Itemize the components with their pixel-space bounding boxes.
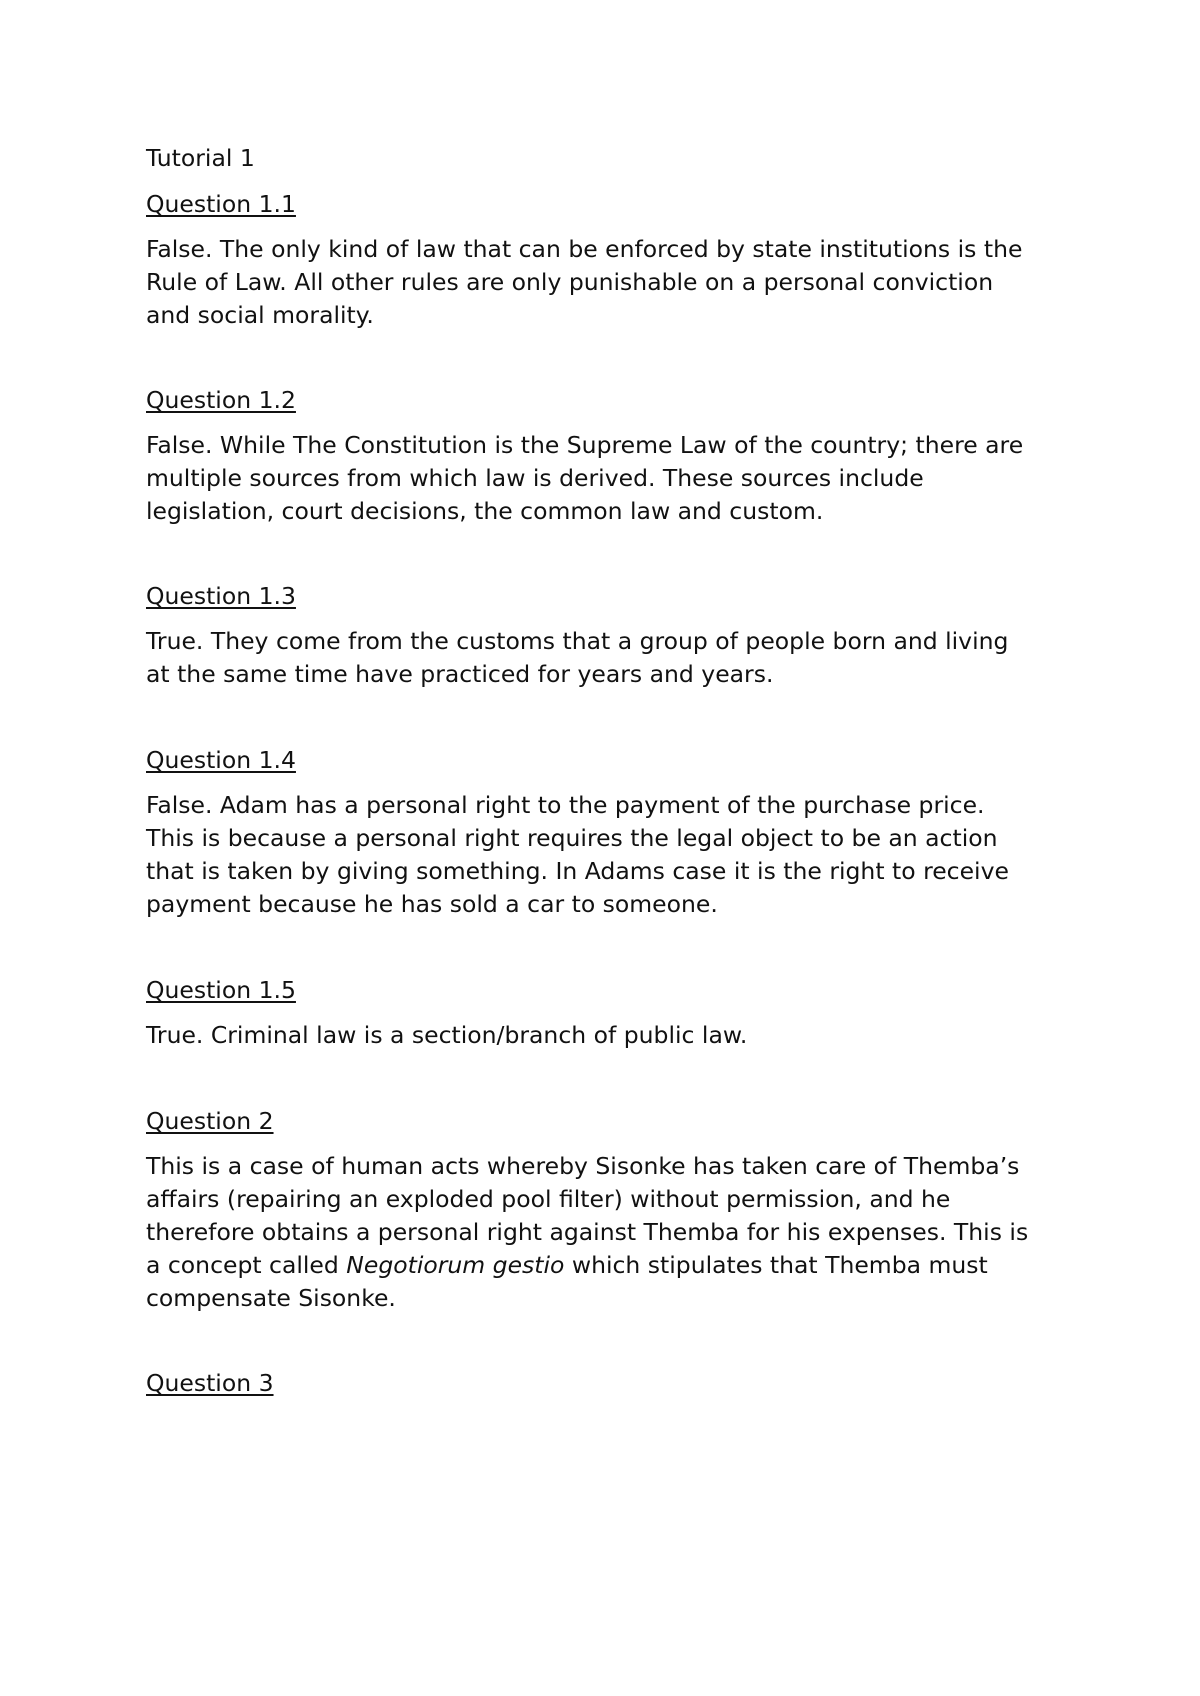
latin-term: Negotiorum gestio	[346, 1251, 565, 1279]
question-block-1-2	[146, 384, 1086, 528]
answer-line: This is because a personal right requires the legal object to be an action	[146, 824, 998, 852]
document-title: Tutorial 1	[146, 144, 255, 172]
question-heading: Question 1.4	[146, 746, 296, 774]
answer-line: True. Criminal law is a section/branch of public law.	[146, 1021, 748, 1049]
question-block-2	[146, 1105, 1086, 1315]
answer-line: therefore obtains a personal right against Themba for his expenses. This is	[146, 1218, 1029, 1246]
answer-text	[146, 625, 1086, 691]
answer-text	[146, 429, 1086, 528]
question-block-1-3	[146, 580, 1086, 691]
question-heading: Question 3	[146, 1369, 274, 1397]
answer-text	[146, 1150, 1086, 1315]
answer-text	[146, 233, 1086, 332]
answer-line: False. While The Constitution is the Supreme Law of the country; there are	[146, 431, 1024, 459]
answer-line: False. The only kind of law that can be enforced by state institutions is the	[146, 235, 1023, 263]
answer-line: This is a case of human acts whereby Sisonke has taken care of Themba’s	[146, 1152, 1020, 1180]
question-heading: Question 2	[146, 1107, 274, 1135]
answer-line-segment: a concept called	[146, 1251, 347, 1279]
answer-line: payment because he has sold a car to someone.	[146, 890, 718, 918]
answer-line-segment: which stipulates that Themba must	[564, 1251, 988, 1279]
question-block-3	[146, 1367, 1086, 1400]
answer-line: at the same time have practiced for years and years.	[146, 660, 774, 688]
answer-line: affairs (repairing an exploded pool filter) without permission, and he	[146, 1185, 951, 1213]
document-page	[146, 142, 1086, 1453]
answer-line: True. They come from the customs that a group of people born and living	[146, 627, 1009, 655]
answer-line: that is taken by giving something. In Adams case it is the right to receive	[146, 857, 1009, 885]
question-heading: Question 1.5	[146, 976, 296, 1004]
answer-line: and social morality.	[146, 301, 374, 329]
question-heading: Question 1.3	[146, 582, 296, 610]
question-block-1-5	[146, 974, 1086, 1052]
question-heading: Question 1.1	[146, 190, 296, 218]
question-heading: Question 1.2	[146, 386, 296, 414]
answer-line: multiple sources from which law is derived. These sources include	[146, 464, 924, 492]
answer-line: compensate Sisonke.	[146, 1284, 396, 1312]
question-block-1-4	[146, 744, 1086, 921]
answer-text	[146, 1019, 1086, 1052]
question-block-1-1	[146, 188, 1086, 332]
answer-line: Rule of Law. All other rules are only punishable on a personal conviction	[146, 268, 994, 296]
answer-line: False. Adam has a personal right to the payment of the purchase price.	[146, 791, 985, 819]
answer-line: legislation, court decisions, the common law and custom.	[146, 497, 824, 525]
answer-text	[146, 789, 1086, 921]
